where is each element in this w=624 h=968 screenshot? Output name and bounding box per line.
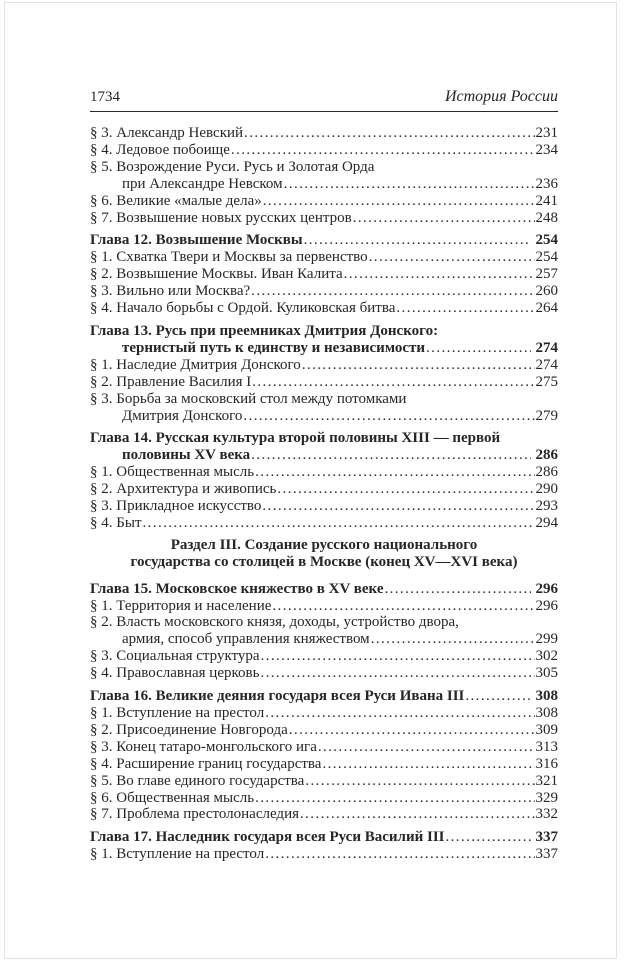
toc-entry-page: 321 — [535, 772, 558, 789]
toc-entry — [90, 283, 558, 300]
toc-entry — [90, 391, 558, 408]
toc-entry — [90, 464, 558, 481]
toc-entry-page: 308 — [535, 688, 558, 705]
toc-group — [90, 581, 558, 682]
toc-entry-page: 274 — [535, 356, 558, 373]
toc-entry — [90, 790, 558, 807]
toc-entry-text: Глава 17. Наследник государя всея Руси Василий III — [90, 829, 445, 846]
toc-entry — [90, 210, 558, 227]
toc-entry-page: 241 — [535, 192, 558, 209]
dot-leader — [244, 125, 534, 142]
toc-entry — [90, 739, 558, 756]
dot-leader — [260, 665, 534, 682]
toc-entry-text: § 5. Во главе единого государства — [90, 772, 305, 789]
dot-leader — [263, 193, 535, 210]
toc-entry-page: 257 — [535, 266, 558, 283]
toc-entry — [90, 266, 558, 283]
toc-entry-page: 254 — [535, 249, 558, 266]
toc-entry-text: § 4. Православная церковь — [90, 665, 260, 682]
toc-entry-text: § 2. Присоединение Новгорода — [90, 721, 288, 738]
toc-entry-text: § 1. Вступление на престол — [90, 846, 265, 863]
dot-leader — [255, 790, 534, 807]
dot-leader — [143, 515, 535, 532]
toc-entry-page: 274 — [535, 339, 558, 356]
toc-entry-page: 296 — [535, 580, 558, 597]
toc-entry-text: § 2. Правление Василия I — [90, 373, 252, 390]
header-rule — [90, 111, 558, 112]
dot-leader — [353, 210, 535, 227]
toc-entry — [90, 232, 558, 249]
toc-entry-page: 254 — [535, 232, 558, 249]
toc-entry-text: § 3. Прикладное искусство — [90, 498, 262, 515]
toc-entry-page: 337 — [535, 829, 558, 846]
toc-entry-page: 286 — [535, 447, 558, 464]
toc-entry-text: армия, способ управления княжеством — [122, 631, 370, 648]
toc-entry-text: § 3. Социальная структура — [90, 648, 260, 665]
toc-entry — [90, 537, 558, 554]
toc-entry-text: Раздел III. Создание русского национального — [170, 536, 478, 553]
toc-entry-text: § 3. Вильно или Москва? — [90, 283, 251, 300]
toc-entry-text: Глава 14. Русская культура второй половины XIII — первой — [90, 430, 501, 447]
running-head — [90, 89, 558, 105]
toc-entry-page: 299 — [535, 631, 558, 648]
toc-entry-page: 313 — [535, 738, 558, 755]
toc-group — [90, 323, 558, 424]
dot-leader — [284, 176, 535, 193]
toc-entry-page: 236 — [535, 175, 558, 192]
dot-leader — [344, 266, 535, 283]
toc-entry-text: § 4. Расширение границ государства — [90, 755, 322, 772]
dot-leader — [318, 739, 535, 756]
dot-leader — [243, 408, 534, 425]
toc-group — [90, 232, 558, 317]
dot-leader — [261, 648, 535, 665]
dot-leader — [277, 481, 534, 498]
toc-entry-page: 302 — [535, 648, 558, 665]
dot-leader — [255, 464, 534, 481]
toc-entry-page: 279 — [535, 407, 558, 424]
toc-entry-page: 305 — [535, 665, 558, 682]
toc-entry — [90, 665, 558, 682]
dot-leader — [251, 447, 530, 464]
dot-leader — [289, 722, 535, 739]
toc-entry-text: при Александре Невском — [122, 175, 283, 192]
toc-entry-page: 329 — [535, 789, 558, 806]
toc-entry — [90, 430, 558, 447]
toc-entry-page: 316 — [535, 755, 558, 772]
toc-entry — [90, 598, 558, 615]
dot-leader — [262, 498, 534, 515]
toc-group — [90, 829, 558, 863]
toc-entry — [90, 705, 558, 722]
dot-leader — [426, 340, 530, 357]
toc-entry — [90, 614, 558, 631]
table-of-contents — [90, 125, 558, 863]
toc-entry-text: § 3. Александр Невский — [90, 125, 244, 141]
toc-entry-text: § 2. Архитектура и живопись — [90, 481, 277, 498]
dot-leader — [446, 829, 531, 846]
page-content — [90, 0, 558, 863]
toc-entry — [90, 756, 558, 773]
toc-entry-page: 308 — [535, 705, 558, 721]
toc-entry-page: 260 — [535, 283, 558, 300]
toc-group — [90, 688, 558, 823]
dot-leader — [231, 142, 535, 159]
toc-entry — [90, 340, 558, 357]
toc-entry-text: § 6. Общественная мысль — [90, 789, 255, 806]
toc-entry — [90, 374, 558, 391]
page-number: 1734 — [90, 89, 120, 105]
toc-entry-text: § 2. Власть московского князя, доходы, устройство двора, — [90, 614, 459, 631]
dot-leader — [302, 357, 535, 374]
toc-entry — [90, 631, 558, 648]
toc-entry — [90, 648, 558, 665]
toc-entry — [90, 176, 558, 193]
toc-entry-page: 275 — [535, 373, 558, 390]
dot-leader — [252, 374, 534, 391]
toc-entry-page: 296 — [535, 597, 558, 614]
dot-leader — [251, 283, 534, 300]
toc-entry — [90, 357, 558, 374]
toc-entry-text: § 2. Возвышение Москвы. Иван Калита — [90, 266, 343, 283]
toc-entry-text: государства со столицей в Москве (конец XV—XVI века) — [130, 553, 518, 570]
toc-entry — [90, 300, 558, 317]
dot-leader — [322, 756, 534, 773]
dot-leader — [265, 846, 534, 863]
toc-entry — [90, 142, 558, 159]
toc-entry-page: 309 — [535, 721, 558, 738]
toc-entry-text: § 1. Общественная мысль — [90, 464, 255, 481]
toc-entry — [90, 554, 558, 571]
toc-entry-page: 248 — [535, 209, 558, 226]
toc-entry — [90, 447, 558, 464]
toc-entry-text: § 7. Проблема престолонаследия — [90, 806, 299, 823]
toc-entry-text: § 1. Схватка Твери и Москвы за первенство — [90, 249, 368, 266]
toc-entry-text: половины XV века — [122, 447, 251, 464]
toc-entry-text: § 6. Великие «малые дела» — [90, 192, 262, 209]
toc-entry — [90, 846, 558, 863]
toc-entry — [90, 159, 558, 176]
toc-entry-text: § 4. Быт — [90, 514, 142, 531]
toc-entry — [90, 829, 558, 846]
toc-entry — [90, 323, 558, 340]
toc-entry-text: § 4. Ледовое побоище — [90, 141, 230, 158]
dot-leader — [384, 581, 530, 598]
toc-entry-text: § 1. Наследие Дмитрия Донского — [90, 356, 301, 373]
dot-leader — [369, 249, 535, 266]
toc-entry-text: § 3. Конец татаро-монгольского ига — [90, 738, 317, 755]
dot-leader — [305, 773, 534, 790]
dot-leader — [304, 232, 531, 249]
dot-leader — [371, 631, 535, 648]
toc-entry-page: 290 — [535, 481, 558, 498]
toc-entry-text: § 4. Начало борьбы с Ордой. Куликовская битва — [90, 300, 396, 317]
toc-entry-text: Глава 13. Русь при преемниках Дмитрия Донского: — [90, 322, 439, 339]
toc-entry — [90, 688, 558, 705]
toc-entry-text: § 3. Борьба за московский стол между потомками — [90, 390, 407, 407]
toc-entry-text: § 1. Вступление на престол — [90, 705, 265, 721]
dot-leader — [265, 705, 534, 722]
toc-entry-text: тернистый путь к единству и независимости — [122, 339, 426, 356]
toc-entry-text: § 7. Возвышение новых русских центров — [90, 209, 352, 226]
toc-entry-page: 337 — [535, 846, 558, 863]
toc-entry — [90, 193, 558, 210]
toc-entry-page: 264 — [535, 300, 558, 317]
toc-entry — [90, 481, 558, 498]
toc-entry-text: § 5. Возрождение Руси. Русь и Золотая Орда — [90, 158, 375, 175]
dot-leader — [300, 806, 535, 823]
dot-leader — [465, 688, 530, 705]
toc-entry — [90, 806, 558, 823]
toc-entry-text: Глава 16. Великие деяния государя всея Руси Ивана III — [90, 688, 465, 705]
toc-entry — [90, 722, 558, 739]
running-title: История России — [444, 88, 558, 105]
section-heading — [90, 537, 558, 571]
toc-group — [90, 125, 558, 226]
toc-entry-page: 286 — [535, 464, 558, 481]
toc-entry-page: 234 — [535, 141, 558, 158]
toc-entry-page: 231 — [535, 125, 558, 141]
dot-leader — [272, 598, 534, 615]
toc-entry-page: 294 — [535, 514, 558, 531]
toc-entry-text: § 1. Территория и население — [90, 597, 272, 614]
toc-entry — [90, 498, 558, 515]
toc-entry — [90, 515, 558, 532]
toc-entry — [90, 125, 558, 142]
toc-entry — [90, 581, 558, 598]
toc-entry — [90, 249, 558, 266]
toc-group — [90, 430, 558, 531]
dot-leader — [396, 300, 534, 317]
toc-entry-page: 332 — [535, 806, 558, 823]
toc-entry-text: Дмитрия Донского — [122, 407, 243, 424]
toc-entry-text: Глава 15. Московское княжество в XV веке — [90, 580, 384, 597]
toc-entry-page: 293 — [535, 498, 558, 515]
toc-entry-text: Глава 12. Возвышение Москвы — [90, 232, 303, 249]
toc-entry — [90, 408, 558, 425]
toc-entry — [90, 773, 558, 790]
